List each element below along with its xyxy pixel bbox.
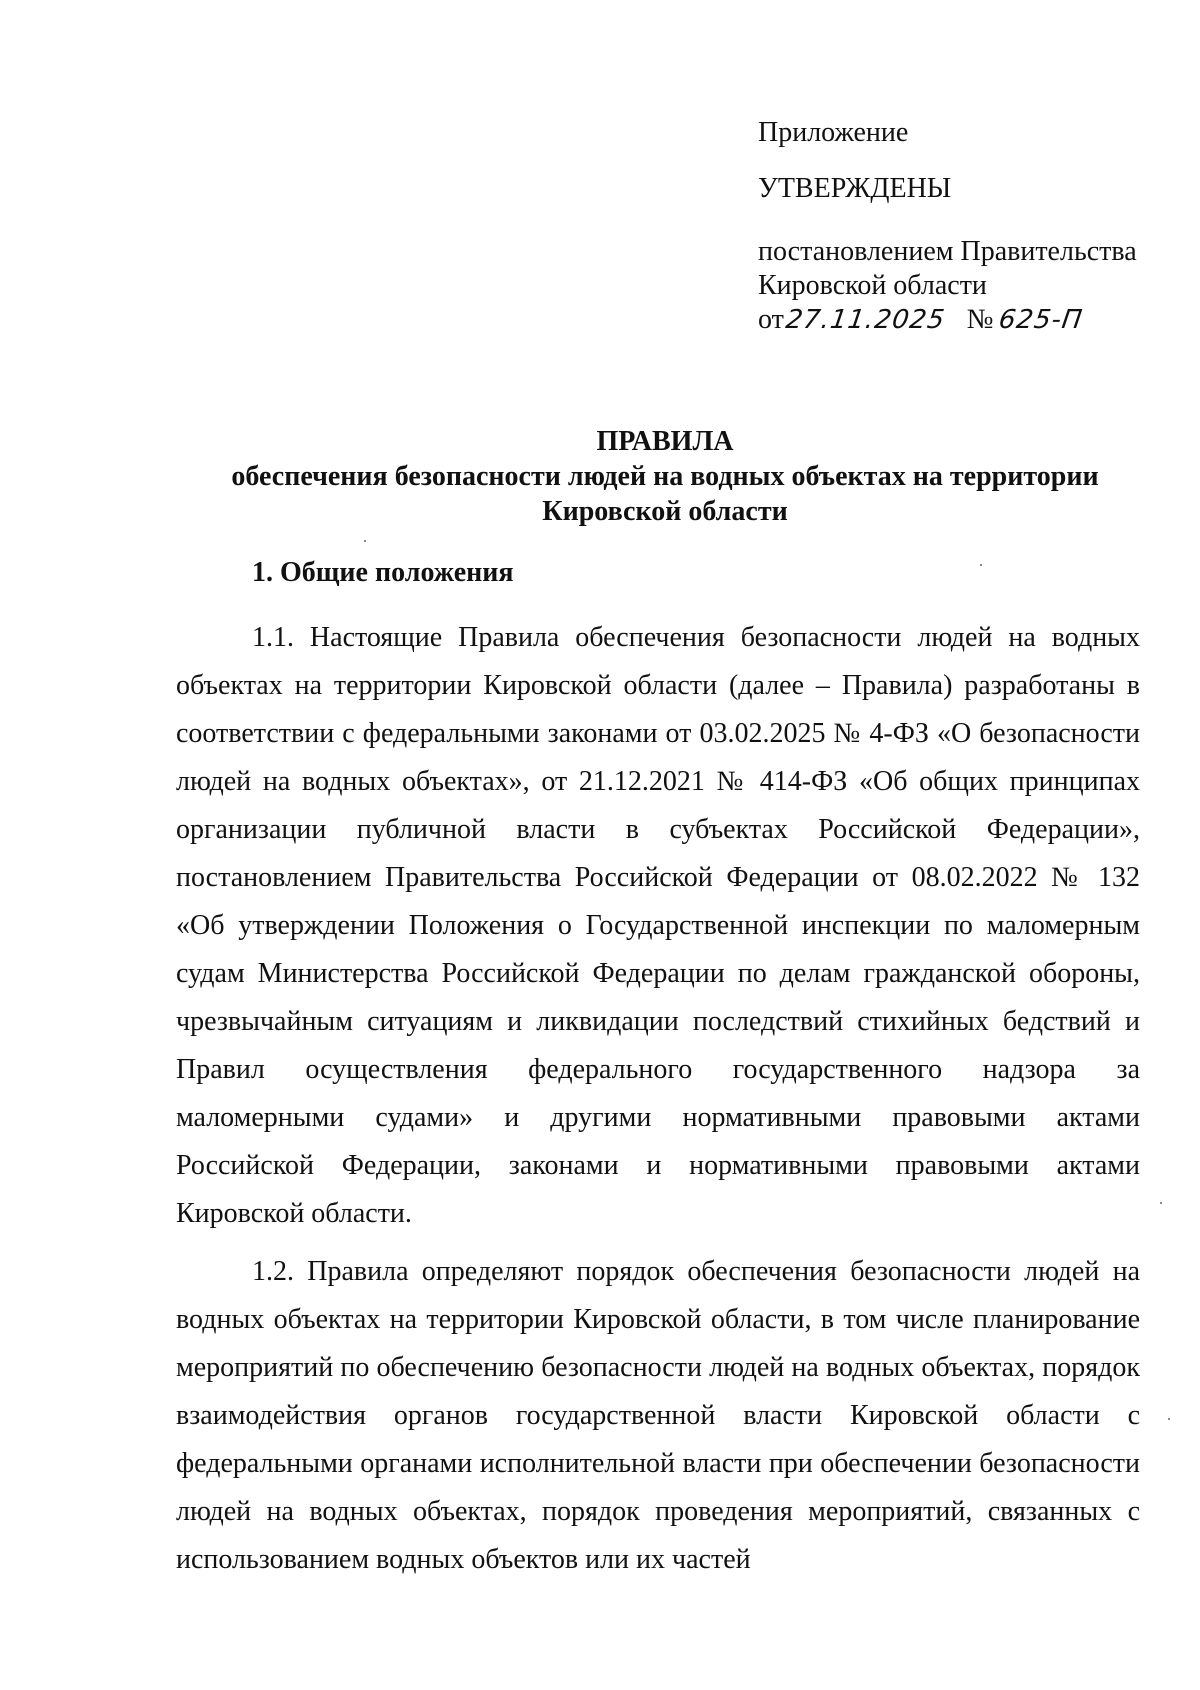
paragraph-1-1: 1.1. Настоящие Правила обеспечения безопасности людей на водных объектах на территории Кировской области (далее – Правила) разработаны в соответствии с федеральными законами от 03.02.2025 № 4-ФЗ «О безопасности людей на водных объектах», от 21.12.2021 № 414-ФЗ «Об общих принципах организации публичной власти в субъектах Российской Федерации», постановлением Правительства Российской Федерации от 08.02.2022 № 132 «Об утверждении Положения о Государственной инспекции по маломерным судам Министерства Российской Федерации по делам гражданской обороны, чрезвычайным ситуациям и ликвидации последствий стихийных бедствий и Правил осуществления федерального государственного надзора за маломерными судами» и другими нормативными правовыми актами Российской Федерации, законами и нормативными правовыми актами Кировской области. <box>176 622 1140 1229</box>
number-label: № <box>966 304 994 335</box>
title-subtitle-line-2: Кировской области <box>542 496 788 527</box>
section-heading: 1. Общие положения <box>252 557 514 588</box>
handwritten-number: 625-П <box>997 305 1086 335</box>
scan-speck <box>364 540 366 542</box>
approval-block <box>758 116 1178 337</box>
paragraph-1-2: 1.2. Правила определяют порядок обеспечения безопасности людей на водных объектах на территории Кировской области, в том числе планирование мероприятий по обеспечению безопасности людей на водных объектах, порядок взаимодействия органов государственной власти Кировской области с федеральными органами исполнительной власти при обеспечении безопасности людей на водных объектах, порядок проведения мероприятий, связанных с использованием водных объектов или их частей <box>176 1256 1140 1575</box>
approved-label: УТВЕРЖДЕНЫ <box>758 173 952 204</box>
approved-by-line-1: постановлением Правительства <box>758 236 1137 267</box>
title-subtitle-line-1: обеспечения безопасности людей на водных объектах на территории <box>231 461 1099 492</box>
title-heading: ПРАВИЛА <box>596 426 734 457</box>
handwritten-date: 27.11.2025 <box>783 305 947 335</box>
date-prefix: от <box>758 304 784 335</box>
appendix-label: Приложение <box>758 117 909 148</box>
resolution-reference <box>758 303 1178 337</box>
paragraph-1-2-container <box>176 1248 1140 1584</box>
document-title <box>170 424 1160 529</box>
scan-speck <box>1160 1202 1162 1204</box>
scan-speck <box>980 564 982 566</box>
paragraph-1-1-container <box>176 614 1140 1238</box>
approved-by-line-2: Кировской области <box>758 270 987 301</box>
scan-speck <box>1168 1418 1170 1420</box>
